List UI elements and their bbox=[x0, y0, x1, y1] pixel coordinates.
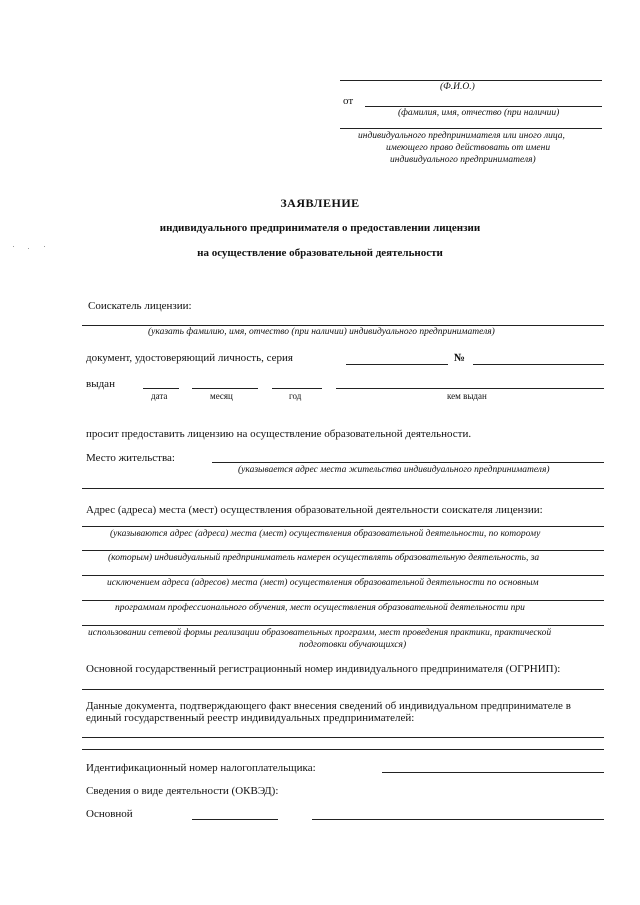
year-line[interactable] bbox=[272, 388, 322, 389]
fio-label: (Ф.И.О.) bbox=[440, 82, 475, 92]
residence-line-2[interactable] bbox=[82, 488, 604, 489]
ogrnip-line[interactable] bbox=[82, 689, 604, 690]
residence-line[interactable] bbox=[212, 462, 604, 463]
okved-label: Сведения о виде деятельности (ОКВЭД): bbox=[86, 785, 279, 797]
addresses-line-3[interactable] bbox=[82, 575, 604, 576]
inn-label: Идентификационный номер налогоплательщика: bbox=[86, 762, 316, 774]
number-line[interactable] bbox=[473, 364, 604, 365]
request-text: просит предоставить лицензию на осуществление образовательной деятельности. bbox=[86, 428, 472, 440]
year-caption: год bbox=[289, 391, 302, 401]
residence-label: Место жительства: bbox=[86, 452, 175, 464]
addresses-hint-4: программам профессионального обучения, мест осуществления образовательной деятельности при bbox=[115, 603, 525, 613]
addresses-hint-5: использовании сетевой формы реализации образовательных программ, мест проведения практики, практической bbox=[88, 628, 552, 638]
addresses-hint-6: подготовки обучающихся) bbox=[299, 640, 407, 650]
scan-speck bbox=[44, 246, 45, 247]
addresses-hint-3: исключением адреса (адресов) места (мест) осуществления образовательной деятельности по основным bbox=[107, 578, 539, 588]
from-label: от bbox=[343, 95, 354, 107]
inn-line[interactable] bbox=[382, 772, 604, 773]
registry-text-2: единый государственный реестр индивидуальных предпринимателей: bbox=[86, 712, 415, 724]
addresses-line-5[interactable] bbox=[82, 625, 604, 626]
main-activity-code-line[interactable] bbox=[192, 819, 278, 820]
title-line-1: индивидуального предпринимателя о предоставлении лицензии bbox=[159, 222, 481, 234]
month-line[interactable] bbox=[192, 388, 258, 389]
main-activity-label: Основной bbox=[86, 808, 133, 820]
addresses-line-4[interactable] bbox=[82, 600, 604, 601]
title-line-2: на осуществление образовательной деятельности bbox=[197, 247, 443, 259]
issued-label: выдан bbox=[86, 378, 115, 390]
main-activity-name-line[interactable] bbox=[312, 819, 604, 820]
number-sign: № bbox=[454, 352, 466, 364]
series-line[interactable] bbox=[346, 364, 448, 365]
entity-hint-3: индивидуального предпринимателя) bbox=[390, 155, 536, 165]
date-line[interactable] bbox=[143, 388, 179, 389]
fio-line[interactable] bbox=[340, 80, 602, 81]
addresses-line-2[interactable] bbox=[82, 550, 604, 551]
document-title: ЗАЯВЛЕНИЕ bbox=[280, 196, 360, 210]
entity-hint-1: индивидуального предпринимателя или иного лица, bbox=[358, 131, 565, 141]
issued-by-line[interactable] bbox=[336, 388, 604, 389]
addresses-hint-2: (которым) индивидуальный предприниматель намерен осуществлять образовательную деятельность, за bbox=[108, 553, 540, 563]
registry-text-1: Данные документа, подтверждающего факт внесения сведений об индивидуальном предпринимателе в bbox=[86, 700, 571, 712]
entity-line[interactable] bbox=[340, 128, 602, 129]
addresses-label: Адрес (адреса) места (мест) осуществления образовательной деятельности соискателя лицензии: bbox=[86, 504, 543, 516]
applicant-line[interactable] bbox=[82, 325, 604, 326]
registry-line-2[interactable] bbox=[82, 749, 604, 750]
month-caption: месяц bbox=[210, 391, 233, 401]
residence-hint: (указывается адрес места жительства индивидуального предпринимателя) bbox=[238, 465, 550, 475]
addresses-line-1[interactable] bbox=[82, 526, 604, 527]
applicant-hint: (указать фамилию, имя, отчество (при наличии) индивидуального предпринимателя) bbox=[148, 327, 495, 337]
scan-speck bbox=[28, 248, 29, 249]
registry-line-1[interactable] bbox=[82, 737, 604, 738]
fio-hint: (фамилия, имя, отчество (при наличии) bbox=[398, 108, 560, 118]
addresses-hint-1: (указываются адрес (адреса) места (мест) осуществления образовательной деятельности, по которому bbox=[110, 529, 541, 539]
ogrnip-label: Основной государственный регистрационный номер индивидуального предпринимателя (ОГРНИП): bbox=[86, 663, 561, 675]
issued-by-caption: кем выдан bbox=[447, 391, 487, 401]
from-line[interactable] bbox=[365, 106, 602, 107]
date-caption: дата bbox=[151, 391, 168, 401]
scan-speck bbox=[13, 246, 14, 247]
entity-hint-2: имеющего право действовать от имени bbox=[386, 143, 551, 153]
applicant-label: Соискатель лицензии: bbox=[88, 300, 192, 312]
identity-label: документ, удостоверяющий личность, серия bbox=[86, 352, 293, 364]
